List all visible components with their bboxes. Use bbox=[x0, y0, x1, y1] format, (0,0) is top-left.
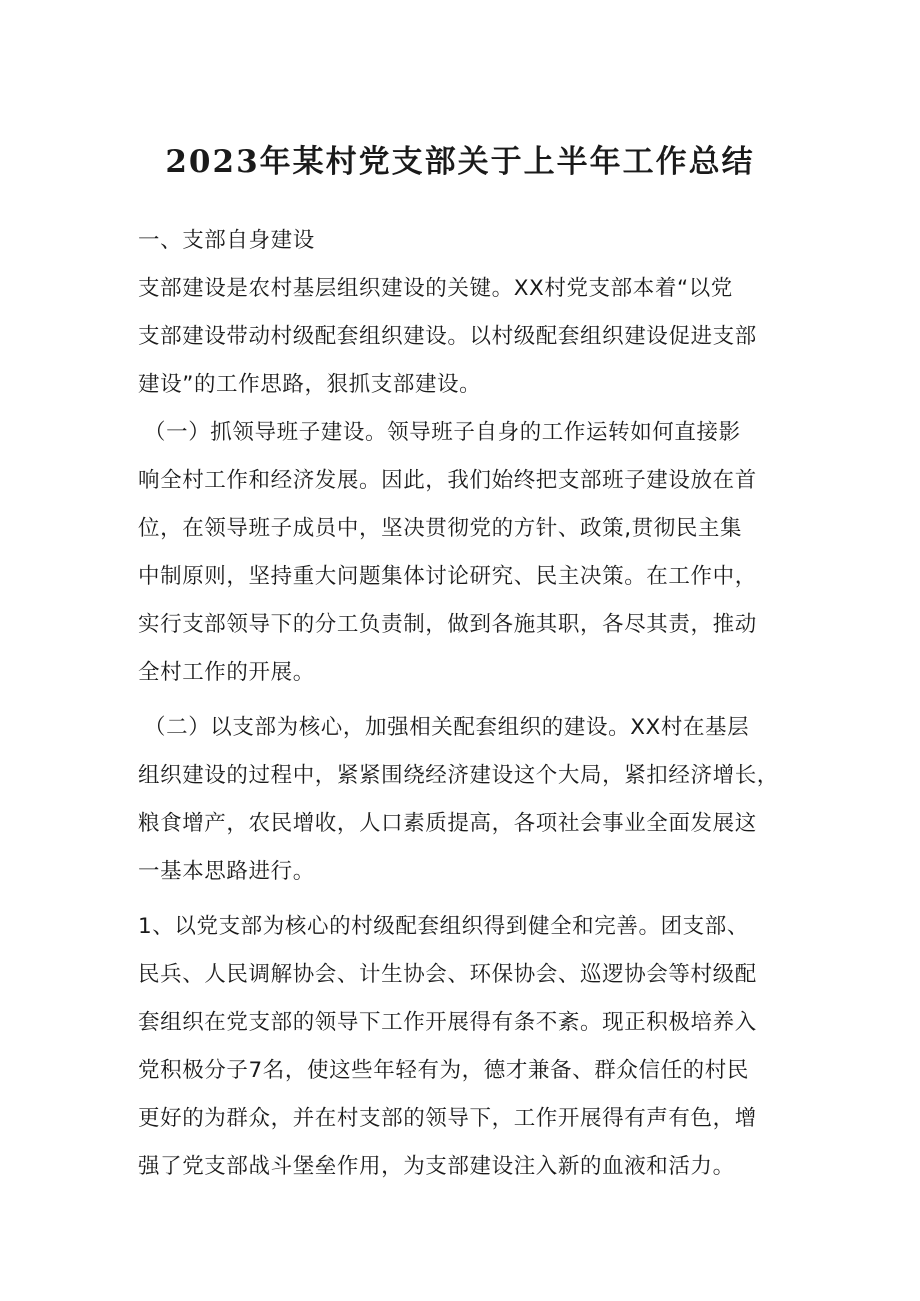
paragraph-line: 套组织在党支部的领导下工作开展得有条不紊。现正积极培养入 bbox=[138, 1010, 757, 1035]
paragraph bbox=[138, 409, 788, 697]
paragraph-line: 一基本思路进行。 bbox=[138, 859, 315, 884]
paragraph-line: 1、以党支部为核心的村级配套组织得到健全和完善。团支部、 bbox=[138, 914, 749, 939]
paragraph-line: 粮食增产，农民增收，人口素质提高，各项社会事业全面发展这 bbox=[138, 811, 757, 836]
paragraph-line: 实行支部领导下的分工负责制，做到各施其职，各尽其责，推动 bbox=[138, 612, 757, 637]
document-title: 2023年某村党支部关于上半年工作总结 bbox=[165, 144, 755, 180]
paragraph-line: 支部建设带动村级配套组织建设。以村级配套组织建设促进支部 bbox=[138, 324, 757, 349]
paragraph bbox=[138, 265, 788, 409]
paragraph-line: 中制原则，坚持重大问题集体讨论研究、民主决策。在工作中， bbox=[138, 564, 757, 589]
paragraph-line: 更好的为群众，并在村支部的领导下，工作开展得有声有色，增 bbox=[138, 1106, 757, 1131]
paragraph-line: （一）抓领导班子建设。领导班子自身的工作运转如何直接影 bbox=[144, 420, 741, 445]
paragraph-line: 强了党支部战斗堡垒作用，为支部建设注入新的血液和活力。 bbox=[138, 1154, 735, 1179]
paragraph bbox=[138, 903, 788, 1191]
paragraph-line: 组织建设的过程中，紧紧围绕经济建设这个大局，紧扣经济增长， bbox=[138, 763, 779, 788]
paragraph-line: （二）以支部为核心，加强相关配套组织的建设。XX村在基层 bbox=[144, 715, 750, 740]
paragraph-line: 党积极分子7名，使这些年轻有为，德才兼备、群众信任的村民 bbox=[138, 1058, 749, 1083]
document-body bbox=[138, 217, 788, 1191]
paragraph-line: 响全村工作和经济发展。因此，我们始终把支部班子建设放在首 bbox=[138, 468, 757, 493]
paragraph bbox=[138, 704, 788, 896]
paragraph-line: 建设”的工作思路，狠抓支部建设。 bbox=[138, 372, 482, 397]
paragraph-line: 位，在领导班子成员中，坚决贯彻党的方针、政策,贯彻民主集 bbox=[138, 516, 743, 541]
section-heading: 一、支部自身建设 bbox=[138, 228, 315, 253]
paragraph-line: 支部建设是农村基层组织建设的关键。XX村党支部本着“以党 bbox=[138, 276, 733, 301]
paragraph-line: 全村工作的开展。 bbox=[138, 660, 315, 685]
paragraph-line: 民兵、人民调解协会、计生协会、环保协会、巡逻协会等村级配 bbox=[138, 962, 757, 987]
